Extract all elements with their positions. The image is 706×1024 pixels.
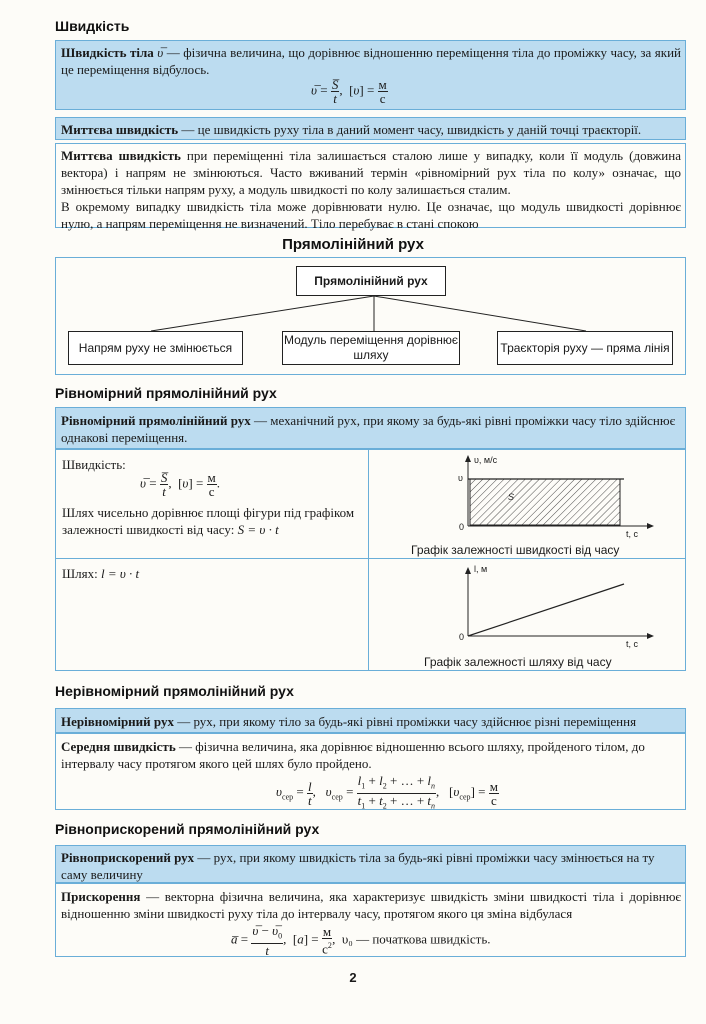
diagram-right: Траєкторія руху — пряма лінія xyxy=(497,331,673,365)
acceleration-definition xyxy=(61,888,681,922)
instant-definition xyxy=(61,121,641,138)
uniform-speed-formula: υ̅ = $\frac{S̅}{t}$ , [υ] = м с . xyxy=(140,470,221,499)
uniform-definition-box xyxy=(55,407,686,449)
path-line xyxy=(468,584,624,636)
uniform-definition-text: — механічний рух, при якому за будь-які рівні проміжки часу тіло здійснює однакові переміщення. xyxy=(61,413,676,445)
nonuniform-definition-text: — рух, при якому тіло за будь-які рівні проміжки часу здійснює різні переміщення xyxy=(173,714,637,729)
uniform-term: Рівномірний прямолінійний рух xyxy=(61,413,251,428)
speed-term: Швидкість тіла xyxy=(61,45,154,60)
section-title-accelerated: Рівноприскорений прямолінійний рух xyxy=(55,821,320,837)
nonuniform-term: Нерівномірний рух xyxy=(61,714,174,729)
speed-area-label: S xyxy=(508,492,515,502)
avg-speed-box xyxy=(55,733,686,810)
speed-level-label: υ xyxy=(458,473,463,483)
avg-speed-definition xyxy=(61,738,681,772)
speed-x-label: t, с xyxy=(626,529,639,539)
accel-term: Рівноприскорений рух xyxy=(61,850,195,865)
avg-speed-formula: $\upsilon_{сер}$ = $\frac{l}{t}$ , $\upsilon_{сер}$ = $\frac{l_1 + l_2 + \dots + l_n}{t_1 + t_2 + \dots + t_n}$ , $[\upsilon_{сер}]$ = м с xyxy=(276,773,498,811)
uniform-area-note xyxy=(62,504,360,538)
instant-info-box xyxy=(55,143,686,231)
avg-speed-text: — фізична величина, яка дорівнює відношенню всього шляху, пройденого тілом, до інтервалу часу протягом якого цей шлях було пройдено. xyxy=(61,739,645,771)
diagram-left: Напрям руху не змінюється xyxy=(68,331,243,365)
instant-definition-box xyxy=(55,117,686,140)
path-graph-caption: Графік залежності шляху від часу xyxy=(424,655,612,669)
instant-definition-text: — це швидкість руху тіла в даний момент часу, швидкість у даній точці траєкторії. xyxy=(178,122,642,137)
instant-info-text2: В окремому випадку швидкість тіла може дорівнювати нулю. Це означає, що модуль швидкості дорівнює нулю, а напрям переміщення не визначений. Тіло перебуває в стані спокою xyxy=(61,199,681,231)
page-number: 2 xyxy=(349,970,357,985)
instant-info xyxy=(61,147,681,232)
area-note-text: Шлях чисельно дорівнює площі фігури під графіком залежності швидкості від часу: xyxy=(62,505,355,537)
table-horizontal-divider xyxy=(56,558,685,559)
acceleration-formula: a̅ = $\frac{\upsilon̅ - \upsilon̅_0}{t}$ , [a] = м $с^2$ , υ₀ — початкова швидкість. xyxy=(231,923,491,958)
speed-definition-box xyxy=(55,40,686,110)
uniform-speed-label: Швидкість: xyxy=(62,457,126,472)
table-vertical-divider xyxy=(368,450,369,670)
area-formula: S = υ · t xyxy=(237,522,279,537)
v0-note: υ₀ — початкова швидкість. xyxy=(341,931,491,947)
path-x-label: t, с xyxy=(626,639,639,649)
section-title-nonuniform: Нерівномірний прямолінійний рух xyxy=(55,683,294,699)
speed-origin: 0 xyxy=(459,522,465,532)
path-origin: 0 xyxy=(459,632,465,642)
section-title-rectilinear: Прямолінійний рух xyxy=(282,236,424,253)
accel-definition xyxy=(61,849,681,883)
path-y-label: l, м xyxy=(474,564,488,574)
accel-definition-text: — рух, при якому швидкість тіла за будь-які рівні проміжки часу змінюється на ту саму величину xyxy=(61,850,655,882)
acceleration-text: — векторна фізична величина, яка характеризує швидкість зміни швидкості тіла і дорівнює відношенню зміни швидкості руху тіла до інтервалу часу, протягом якого ця зміна відбулася xyxy=(61,889,681,921)
speed-definition: Швидкість тіла υ̅ — фізична величина, що дорівнює відношенню переміщення тіла до проміжку часу, за який це переміщення відбулось. xyxy=(61,45,681,77)
uniform-definition xyxy=(61,412,681,446)
speed-formula: υ̅ = $\frac{S̅}{t}$ , [υ] = м с xyxy=(311,77,387,106)
instant-info-term: Миттєва швидкість xyxy=(61,148,181,163)
speed-graph-caption: Графік залежності швидкості від часу xyxy=(411,543,620,557)
speed-area-rect xyxy=(470,479,620,525)
section-title-uniform: Рівномірний прямолінійний рух xyxy=(55,385,277,401)
nonuniform-definition-box xyxy=(55,708,686,733)
acceleration-term: Прискорення xyxy=(61,889,141,904)
section-title-speed: Швидкість xyxy=(55,18,130,34)
diagram-center: Модуль переміщення дорівнює шляху xyxy=(282,331,460,365)
accel-definition-box xyxy=(55,845,686,883)
diagram-root: Прямолінійний рух xyxy=(296,266,446,296)
acceleration-box xyxy=(55,883,686,957)
instant-info-text1: при переміщенні тіла залишається сталою лише у випадку, коли її модуль (довжина вектора) і напрям не змінюються. Часто вживаний термін «рівномірний рух тіла по колу» означає, що змінюється тільки напрям руху, а модуль швидкості по колу залишається сталим. xyxy=(61,148,681,197)
path-label: Шлях: xyxy=(62,566,98,581)
uniform-table xyxy=(55,449,686,671)
path-time-graph xyxy=(446,562,656,646)
instant-term: Миттєва швидкість xyxy=(61,122,179,137)
path-formula: l = υ · t xyxy=(100,566,140,581)
speed-y-label: υ, м/с xyxy=(474,455,498,465)
rectilinear-diagram xyxy=(55,257,686,375)
nonuniform-definition xyxy=(61,713,636,730)
avg-speed-term: Середня швидкість xyxy=(61,739,176,754)
speed-definition-text: — фізична величина, що дорівнює відношенню переміщення тіла до проміжку часу, за який це переміщення відбулось. xyxy=(61,45,681,77)
uniform-path xyxy=(62,565,139,582)
